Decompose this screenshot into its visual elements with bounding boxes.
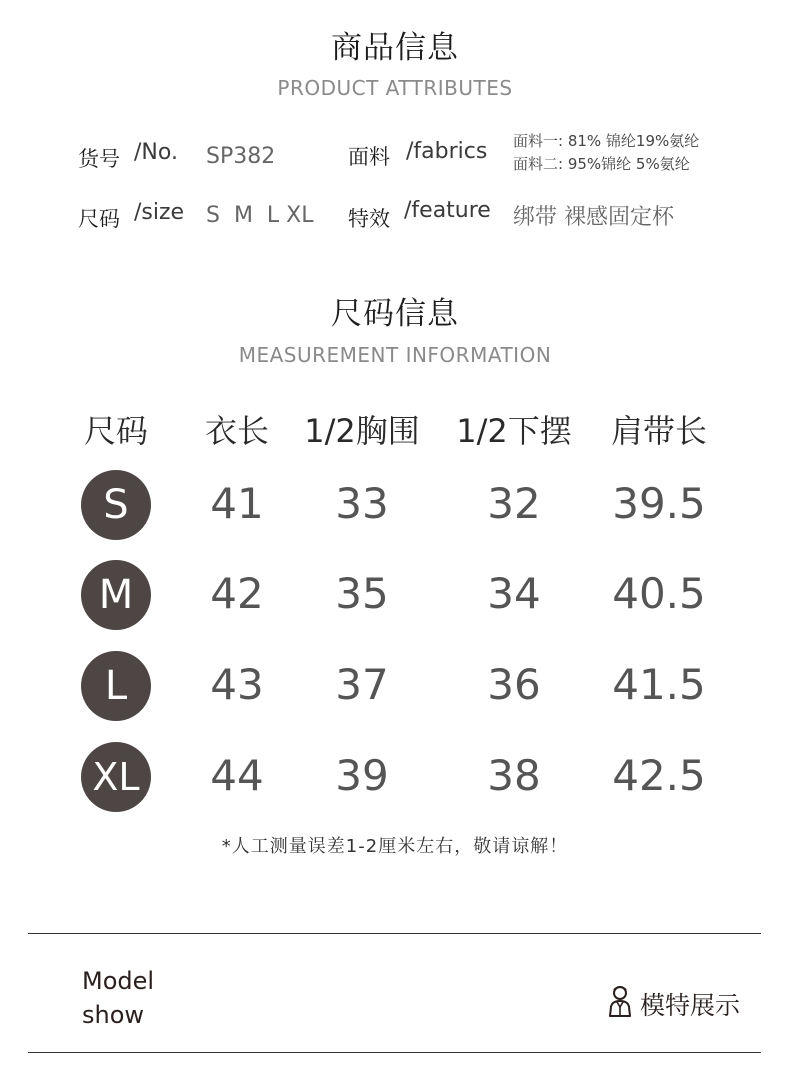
cell-m-strap: 40.5 [612,569,706,618]
cell-m-length: 42 [210,569,264,618]
cell-s-hem: 32 [487,479,541,528]
feature-label-en: /feature [404,198,491,223]
measurement-note: *人工测量误差1-2厘米左右，敬请谅解！ [221,836,569,857]
item-no-label-zh: 货号 [78,147,120,171]
item-no-value: SP382 [206,144,276,169]
size-badge-xl: XL [81,742,151,812]
fabrics-label-zh: 面料 [348,145,390,169]
cell-l-strap: 41.5 [612,660,706,709]
header-length: 衣长 [204,412,269,450]
model-show-label-en-1: Model [82,967,155,995]
model-show-label-zh: 模特展示 [640,991,741,1020]
fabric-line-1: 面料一: 81% 锦纶19%氨纶 [513,132,700,150]
size-label-zh: 尺码 [78,207,120,231]
cell-m-hem: 34 [487,569,541,618]
product-info-subtitle: PRODUCT ATTRIBUTES [277,76,513,100]
divider-bottom [28,1052,761,1053]
size-info-subtitle: MEASUREMENT INFORMATION [238,343,552,367]
cell-l-hem: 36 [487,660,541,709]
cell-xl-bust: 39 [335,751,389,800]
cell-xl-strap: 42.5 [612,751,706,800]
model-show-label-en-2: show [82,1001,145,1029]
header-bust: 1/2胸围 [304,412,420,450]
divider-top [28,933,761,934]
header-size: 尺码 [83,412,148,450]
cell-xl-hem: 38 [487,751,541,800]
size-value: S M L XL [206,203,314,228]
cell-xl-length: 44 [210,751,264,800]
size-info-title: 尺码信息 [331,296,459,332]
item-no-label-en: /No. [134,140,178,165]
feature-label-zh: 特效 [348,207,390,231]
fabrics-label-en: /fabrics [406,139,488,164]
cell-l-bust: 37 [335,660,389,709]
header-hem: 1/2下摆 [456,412,572,450]
cell-m-bust: 35 [335,569,389,618]
feature-value: 绑带 裸感固定杯 [513,205,674,230]
size-badge-m: M [81,560,151,630]
cell-s-strap: 39.5 [612,479,706,528]
header-strap: 肩带长 [610,412,707,450]
size-badge-s: S [81,470,151,540]
size-label-en: /size [134,200,185,225]
product-info-title: 商品信息 [331,30,459,66]
model-person-icon [608,985,632,1017]
cell-s-bust: 33 [335,479,389,528]
cell-s-length: 41 [210,479,264,528]
fabric-line-2: 面料二: 95%锦纶 5%氨纶 [513,155,690,173]
cell-l-length: 43 [210,660,264,709]
size-badge-l: L [81,651,151,721]
